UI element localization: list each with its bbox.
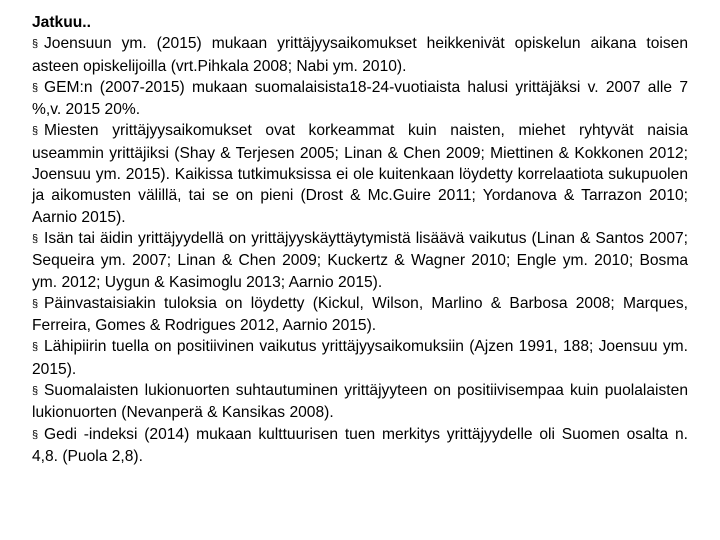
bullet-item <box>32 424 688 468</box>
bullet-text: Päinvastaisiakin tuloksia on löydetty (Kickul, Wilson, Marlino & Barbosa 2008; Marques, Ferreira, Gomes & Rodrigues 2012, Aarnio 2015). <box>32 294 688 335</box>
slide-content <box>32 12 688 467</box>
bullet-marker-icon: § <box>32 125 39 138</box>
bullet-item <box>32 120 688 227</box>
slide-heading: Jatkuu.. <box>32 14 91 31</box>
bullet-marker-icon: § <box>32 38 39 51</box>
bullet-marker-icon: § <box>32 297 39 310</box>
bullet-marker-icon: § <box>32 428 39 441</box>
bullet-marker-icon: § <box>32 232 39 245</box>
bullet-item <box>32 33 688 77</box>
bullet-marker-icon: § <box>32 81 39 94</box>
bullet-text: Lähipiirin tuella on positiivinen vaikutus yrittäjyysaikomuksiin (Ajzen 1991, 188; Joensuu ym. 2015). <box>32 338 688 378</box>
bullet-item <box>32 293 688 337</box>
bullet-text: Suomalaisten lukionuorten suhtautuminen yrittäjyyteen on positiivisempaa kuin puolalaisten lukionuorten (Nevanperä & Kansikas 2008). <box>32 382 688 422</box>
bullet-text: Miesten yrittäjyysaikomukset ovat korkeammat kuin naisten, miehet ryhtyvät naisia useammin yrittäjiksi (Shay & Terjesen 2005; Linan & Chen 2009; Miettinen & Kokkonen 2012; Joensuu ym. 2015). Kaikissa tutkimuksissa ei ole kuitenkaan löydetty korrelaatiota sukupuolen ja aikomusten välillä, tai se on pieni (Drost & Mc.Guire 2011; Yordanova & Tarrazon 2010; Aarnio 2015). <box>32 122 688 226</box>
bullet-marker-icon: § <box>32 341 39 354</box>
bullet-text: GEM:n (2007-2015) mukaan suomalaisista18-24-vuotiaista halusi yrittäjäksi v. 2007 alle 7 %,v. 2015 20%. <box>32 78 688 119</box>
bullet-text: Joensuun ym. (2015) mukaan yrittäjyysaikomukset heikkenivät opiskelun aikana toisen asteen opiskelijoilla (vrt.Pihkala 2008; Nabi ym. 2010). <box>32 35 688 75</box>
bullet-marker-icon: § <box>32 385 39 398</box>
bullet-text: Isän tai äidin yrittäjyydellä on yrittäjyyskäyttäytymistä lisäävä vaikutus (Linan & Santos 2007; Sequeira ym. 2007; Linan & Chen 2009; Kuckertz & Wagner 2010; Engle ym. 2010; Bosma ym. 2012; Uygun & Kasimoglu 2013; Aarnio 2015). <box>32 229 688 291</box>
bullet-item <box>32 77 688 121</box>
bullet-item <box>32 336 688 380</box>
bullet-text: Gedi -indeksi (2014) mukaan kulttuurisen tuen merkitys yrittäjyydelle oli Suomen osalta n. 4,8. (Puola 2,8). <box>32 425 688 465</box>
bullet-item <box>32 380 688 424</box>
bullet-item <box>32 228 688 293</box>
